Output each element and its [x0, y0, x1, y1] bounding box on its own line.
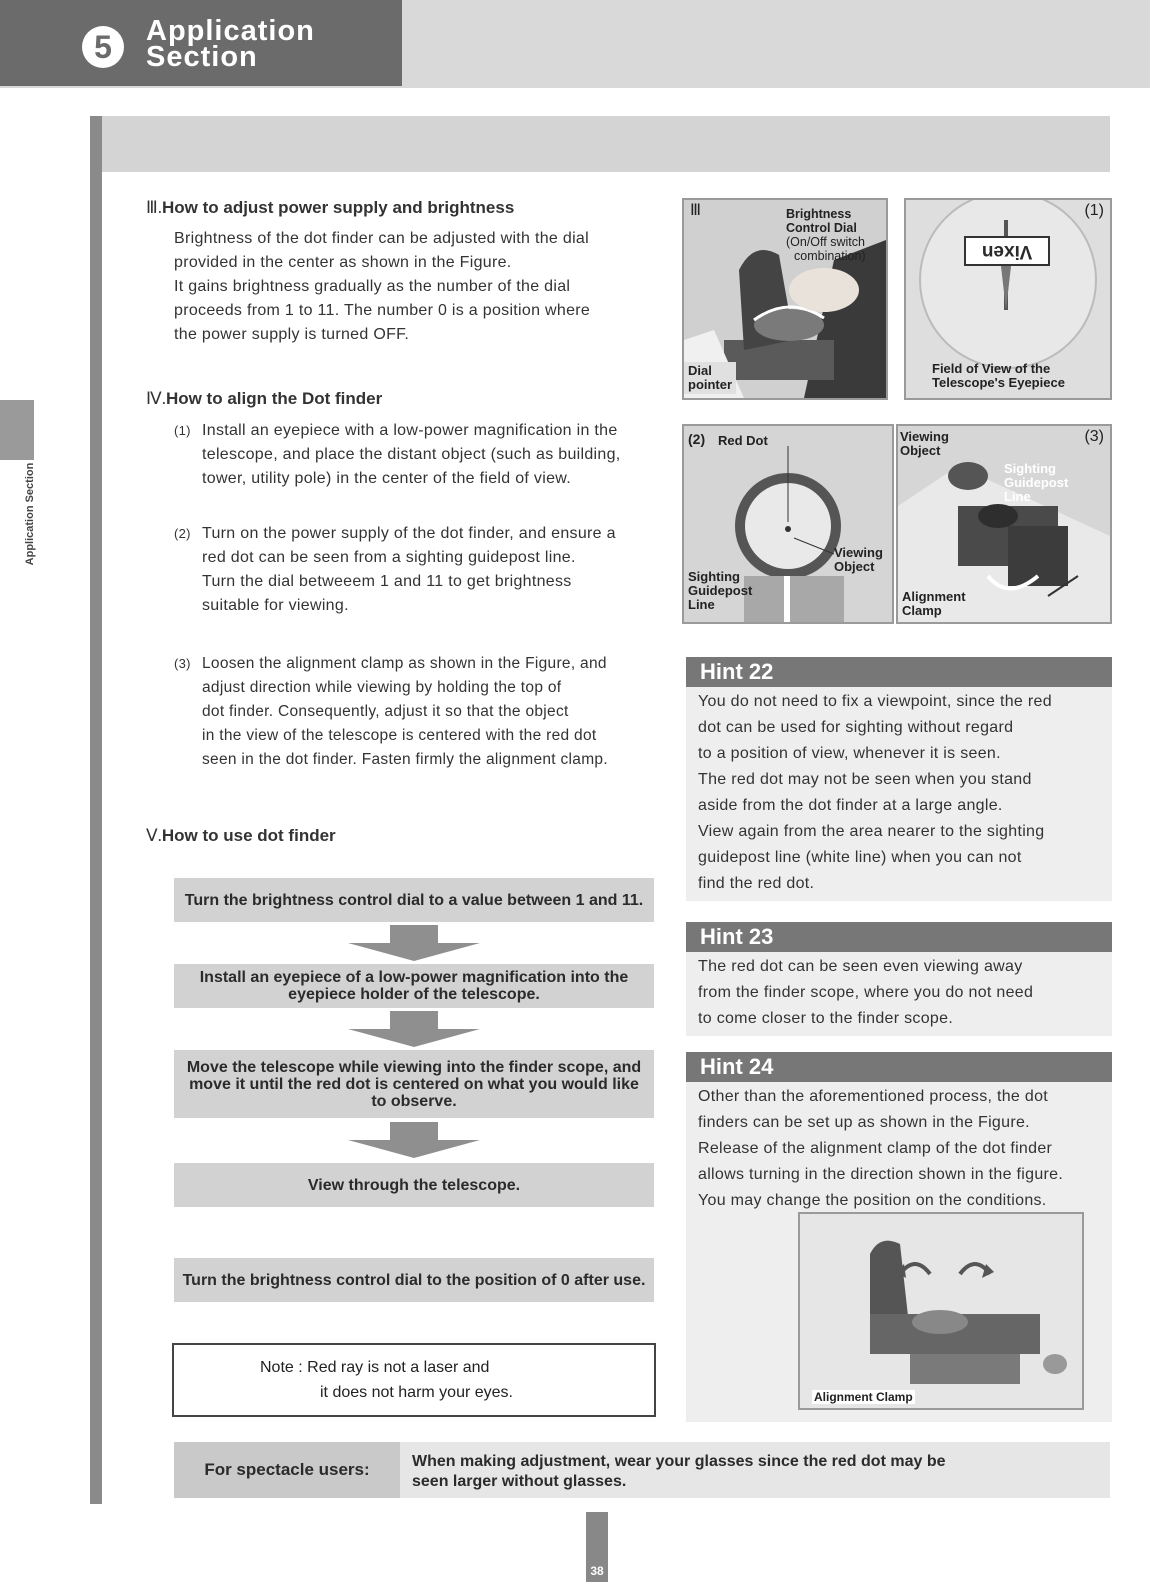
figure-2-sighting-label — [688, 570, 752, 612]
flow-arrow-down-icon — [348, 1122, 480, 1158]
step-3-line: seen in the dot finder. Fasten firmly the alignment clamp. — [202, 751, 608, 768]
step-3-line: in the view of the telescope is centered with the red dot — [202, 727, 597, 744]
figure-3b-tag: (3) — [1084, 428, 1104, 445]
figure-3b-viewing-line: Object — [900, 443, 941, 458]
figure-3-pointer: Dial — [688, 363, 712, 378]
section-5-numeral: Ⅴ. — [146, 826, 162, 845]
step-1-line: Install an eyepiece with a low-power magnification in the — [202, 422, 618, 439]
figure-2-sighting-line: Guidepost — [688, 583, 753, 598]
telescope-brand-sign: Vixen — [964, 236, 1050, 266]
step-2 — [174, 522, 616, 618]
section-4-title: How to align the Dot finder — [165, 389, 383, 408]
hint-24-box — [686, 1052, 1112, 1422]
figure-2-sighting-line: Sighting — [688, 569, 740, 584]
section-3-numeral: Ⅲ. — [146, 198, 162, 217]
hint-22-line: You do not need to fix a viewpoint, since the red — [698, 693, 1052, 710]
figure-2-red-dot-label: Red Dot — [718, 433, 768, 448]
spectacle-users-label: For spectacle users: — [174, 1442, 400, 1498]
section-5-heading — [146, 826, 336, 846]
step-1-line: telescope, and place the distant object (such as building, — [202, 446, 621, 463]
figure-3b-clamp-line: Alignment — [902, 589, 966, 604]
hint-22-line: View again from the area nearer to the sighting — [698, 823, 1045, 840]
figure-3b-sighting-line: Line — [1004, 489, 1031, 504]
page-number: 38 — [586, 1512, 608, 1582]
section-3-body — [174, 227, 590, 347]
section-3-line: proceeds from 1 to 11. The number 0 is a position where — [174, 302, 591, 319]
figure-3-labels — [786, 207, 866, 263]
figure-2-sighting-line: Line — [688, 597, 715, 612]
hint-22-line: dot can be used for sighting without regard — [698, 719, 1014, 736]
hint-24-title: Hint 24 — [686, 1052, 1112, 1082]
figure-1-tag: (1) — [1084, 202, 1104, 219]
hint-23-box — [686, 922, 1112, 1036]
section-5-title: How to use dot finder — [161, 826, 336, 845]
section-title-line2: Section — [146, 41, 258, 73]
rotating-finder-illustration — [800, 1214, 1082, 1408]
section-4-heading — [146, 389, 382, 409]
section-4-numeral: Ⅳ. — [146, 389, 166, 408]
step-2-line: suitable for viewing. — [202, 597, 349, 614]
section-3-line: the power supply is turned OFF. — [174, 326, 410, 343]
figure-3b-sighting-label — [1004, 462, 1068, 504]
figure-3-pointer-label — [684, 362, 736, 394]
section-title-line1: Application — [146, 15, 315, 47]
figure-2-tag: (2) — [688, 431, 706, 447]
figure-3-tag: Ⅲ — [690, 202, 702, 219]
hint-23-line: The red dot can be seen even viewing away — [698, 958, 1023, 975]
hint-24-line: You may change the position on the conditions. — [698, 1192, 1047, 1209]
figure-3b-sighting-line: Sighting — [1004, 461, 1056, 476]
hint-24-line: finders can be set up as shown in the Figure. — [698, 1114, 1030, 1131]
figure-hint-24 — [798, 1212, 1084, 1410]
step-1-number: (1) — [174, 423, 191, 438]
figure-3-label: (On/Off switch — [786, 235, 865, 249]
content-header-band — [102, 116, 1110, 172]
figure-2-viewing-line: Object — [834, 559, 875, 574]
hint-23-line: to come closer to the finder scope. — [698, 1010, 954, 1027]
section-3-title: How to adjust power supply and brightness — [161, 198, 515, 217]
hint-22-box — [686, 657, 1112, 901]
hint-24-line: Other than the aforementioned process, the dot — [698, 1088, 1049, 1105]
step-2-line: red dot can be seen from a sighting guidepost line. — [202, 549, 576, 566]
hint-22-line: find the red dot. — [698, 875, 815, 892]
figure-3-label: combination) — [794, 249, 866, 263]
flow-step-4: View through the telescope. — [174, 1163, 654, 1207]
figure-alignment-clamp — [896, 424, 1112, 624]
note-line-2: it does not harm your eyes. — [320, 1384, 513, 1401]
side-section-label: Application Section — [24, 462, 36, 566]
spectacle-users-text — [400, 1442, 1110, 1498]
flow-arrow-down-icon — [348, 925, 480, 961]
note-line-1: Note : Red ray is not a laser and — [260, 1359, 490, 1376]
figure-3-label: Control Dial — [786, 221, 857, 235]
section-3-line: It gains brightness gradually as the number of the dial — [174, 278, 571, 295]
step-1 — [174, 419, 621, 491]
flow-step-2: Install an eyepiece of a low-power magnification into the eyepiece holder of the telescope. — [174, 964, 654, 1008]
figure-3b-viewing-line: Viewing — [900, 429, 949, 444]
hint-22-line: to a position of view, whenever it is seen. — [698, 745, 1001, 762]
figure-hint-24-label: Alignment Clamp — [814, 1390, 913, 1404]
spectacle-line: seen larger without glasses. — [412, 1473, 627, 1490]
flow-step-1: Turn the brightness control dial to a value between 1 and 11. — [174, 878, 654, 922]
figure-eyepiece-view — [904, 198, 1112, 400]
figure-brightness-dial — [682, 198, 888, 400]
hint-22-text — [686, 687, 1112, 897]
hint-22-line: The red dot may not be seen when you stand — [698, 771, 1032, 788]
step-3-line: adjust direction while viewing by holding the top of — [202, 679, 562, 696]
section-title — [146, 15, 315, 73]
step-3-line: Loosen the alignment clamp as shown in the Figure, and — [202, 655, 607, 672]
hint-23-text — [686, 952, 1112, 1032]
figure-2-viewing-line: Viewing — [834, 545, 883, 560]
hint-23-line: from the finder scope, where you do not need — [698, 984, 1034, 1001]
step-3-line: dot finder. Consequently, adjust it so that the object — [202, 703, 569, 720]
flow-arrow-down-icon — [348, 1011, 480, 1047]
left-accent-bar — [90, 116, 102, 1504]
hint-22-line: aside from the dot finder at a large angle. — [698, 797, 1003, 814]
figure-3b-clamp-label — [902, 590, 966, 618]
hint-24-line: allows turning in the direction shown in the figure. — [698, 1166, 1064, 1183]
hint-23-title: Hint 23 — [686, 922, 1112, 952]
step-2-line: Turn on the power supply of the dot finder, and ensure a — [202, 525, 616, 542]
spectacle-line: When making adjustment, wear your glasses since the red dot may be — [412, 1453, 946, 1470]
hint-22-title: Hint 22 — [686, 657, 1112, 687]
figure-3b-sighting-line: Guidepost — [1004, 475, 1069, 490]
hint-22-line: guidepost line (white line) when you can not — [698, 849, 1022, 866]
side-tab — [0, 400, 34, 460]
step-3-number: (3) — [174, 656, 191, 671]
note-box — [172, 1343, 656, 1417]
section-3-heading — [146, 198, 514, 218]
section-3-line: Brightness of the dot finder can be adjusted with the dial — [174, 230, 589, 247]
section-number-badge: 5 — [82, 26, 124, 68]
figure-1-caption-line: Telescope's Eyepiece — [932, 375, 1065, 390]
figure-1-caption — [932, 362, 1065, 390]
hint-24-text — [686, 1082, 1112, 1214]
figure-3-pointer: pointer — [688, 377, 733, 392]
figure-2-viewing-label — [834, 546, 883, 574]
figure-red-dot-view — [682, 424, 894, 624]
flow-step-5: Turn the brightness control dial to the position of 0 after use. — [174, 1258, 654, 1302]
figure-3b-viewing-label — [900, 430, 949, 458]
step-2-number: (2) — [174, 526, 191, 541]
flow-step-3: Move the telescope while viewing into the finder scope, and move it until the red dot is centered on what you would like to observe. — [174, 1050, 654, 1118]
figure-3b-clamp-line: Clamp — [902, 603, 942, 618]
figure-1-caption-line: Field of View of the — [932, 361, 1051, 376]
step-3 — [174, 652, 608, 772]
step-1-line: tower, utility pole) in the center of the field of view. — [202, 470, 571, 487]
figure-3-label: Brightness — [786, 207, 852, 221]
section-3-line: provided in the center as shown in the Figure. — [174, 254, 512, 271]
hint-24-line: Release of the alignment clamp of the dot finder — [698, 1140, 1053, 1157]
step-2-line: Turn the dial betweeem 1 and 11 to get brightness — [202, 573, 572, 590]
